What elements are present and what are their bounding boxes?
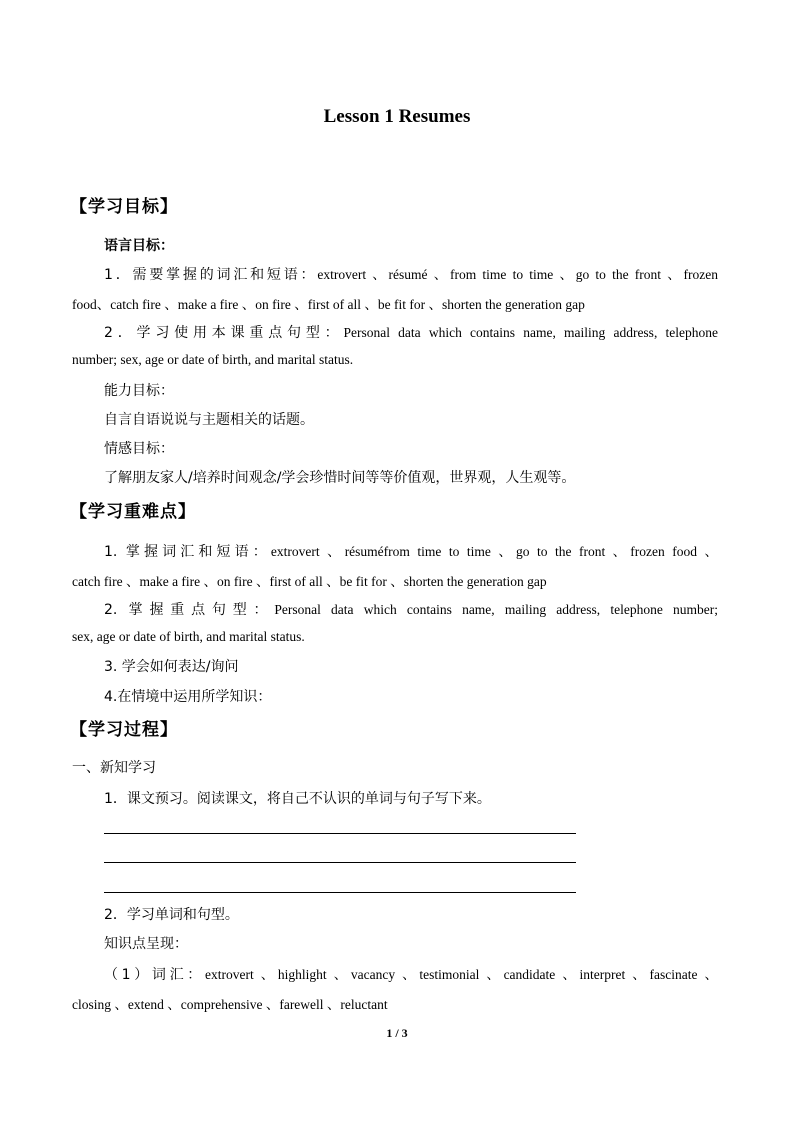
key2-continuation: sex, age or date of birth, and marital status.	[72, 629, 305, 644]
key3-line: 3. 学会如何表达/询问	[104, 659, 239, 675]
goal2-line	[104, 322, 718, 342]
key1-line	[104, 540, 718, 561]
answer-line-3	[104, 892, 576, 893]
vocab-text: extrovert 、highlight 、vacancy 、testimonial 、candidate 、interpret 、fascinate 、	[204, 967, 718, 982]
goal1-continuation: food、catch fire 、make a fire 、on fire 、first of all 、be fit for 、shorten the generation gap	[72, 297, 585, 312]
step2-text: 2．学习单词和句型。	[104, 907, 239, 923]
page-number: 1 / 3	[386, 1026, 408, 1040]
key4-line: 4.在情境中运用所学知识：	[104, 689, 272, 705]
vocab-prefix: （1）词汇：	[104, 967, 205, 983]
knowledge-label: 知识点呈现：	[104, 936, 188, 952]
goals-heading: 【学习目标】	[70, 197, 178, 217]
key2-text: Personal data which contains name, mailing address, telephone number;	[274, 602, 719, 617]
key2-prefix: 2. 掌握重点句型：	[104, 602, 275, 618]
step1-text: 1．课文预习。阅读课文，将自己不认识的单词与句子写下来。	[104, 791, 491, 807]
part1-heading: 一、新知学习	[72, 760, 156, 776]
ability-goal-label: 能力目标：	[104, 383, 174, 399]
emotion-goal-text: 了解朋友家人/培养时间观念/学会珍惜时间等等价值观，世界观，人生观等。	[104, 470, 576, 486]
answer-line-1	[104, 833, 576, 834]
key1-text: extrovert 、résuméfrom time to time 、go to the front 、frozen food 、	[270, 544, 718, 559]
key2-line	[104, 599, 718, 619]
key-points-heading: 【学习重难点】	[70, 502, 196, 522]
ability-goal-text: 自言自语说说与主题相关的话题。	[104, 412, 314, 428]
document-title: Lesson 1 Resumes	[323, 106, 471, 127]
goal1-prefix: 1．需要掌握的词汇和短语：	[104, 267, 318, 283]
key1-prefix: 1. 掌握词汇和短语：	[104, 544, 271, 560]
vocab-line	[104, 963, 718, 984]
goal1-line	[104, 263, 718, 284]
key1-continuation: catch fire 、make a fire 、on fire 、first of all 、be fit for 、shorten the generation gap	[72, 574, 547, 589]
answer-line-2	[104, 862, 576, 863]
vocab-continuation: closing 、extend 、comprehensive 、farewell 、reluctant	[72, 997, 388, 1012]
goal2-prefix: 2．学习使用本课重点句型：	[104, 325, 344, 341]
goal2-text: Personal data which contains name, mailing address, telephone	[343, 325, 718, 340]
emotion-goal-label: 情感目标：	[104, 441, 174, 457]
goal2-continuation: number; sex, age or date of birth, and marital status.	[72, 352, 354, 367]
process-heading: 【学习过程】	[70, 720, 178, 740]
goal1-text: extrovert 、résumé 、from time to time 、go to the front 、frozen	[317, 267, 718, 282]
language-goal-label: 语言目标：	[104, 238, 174, 254]
